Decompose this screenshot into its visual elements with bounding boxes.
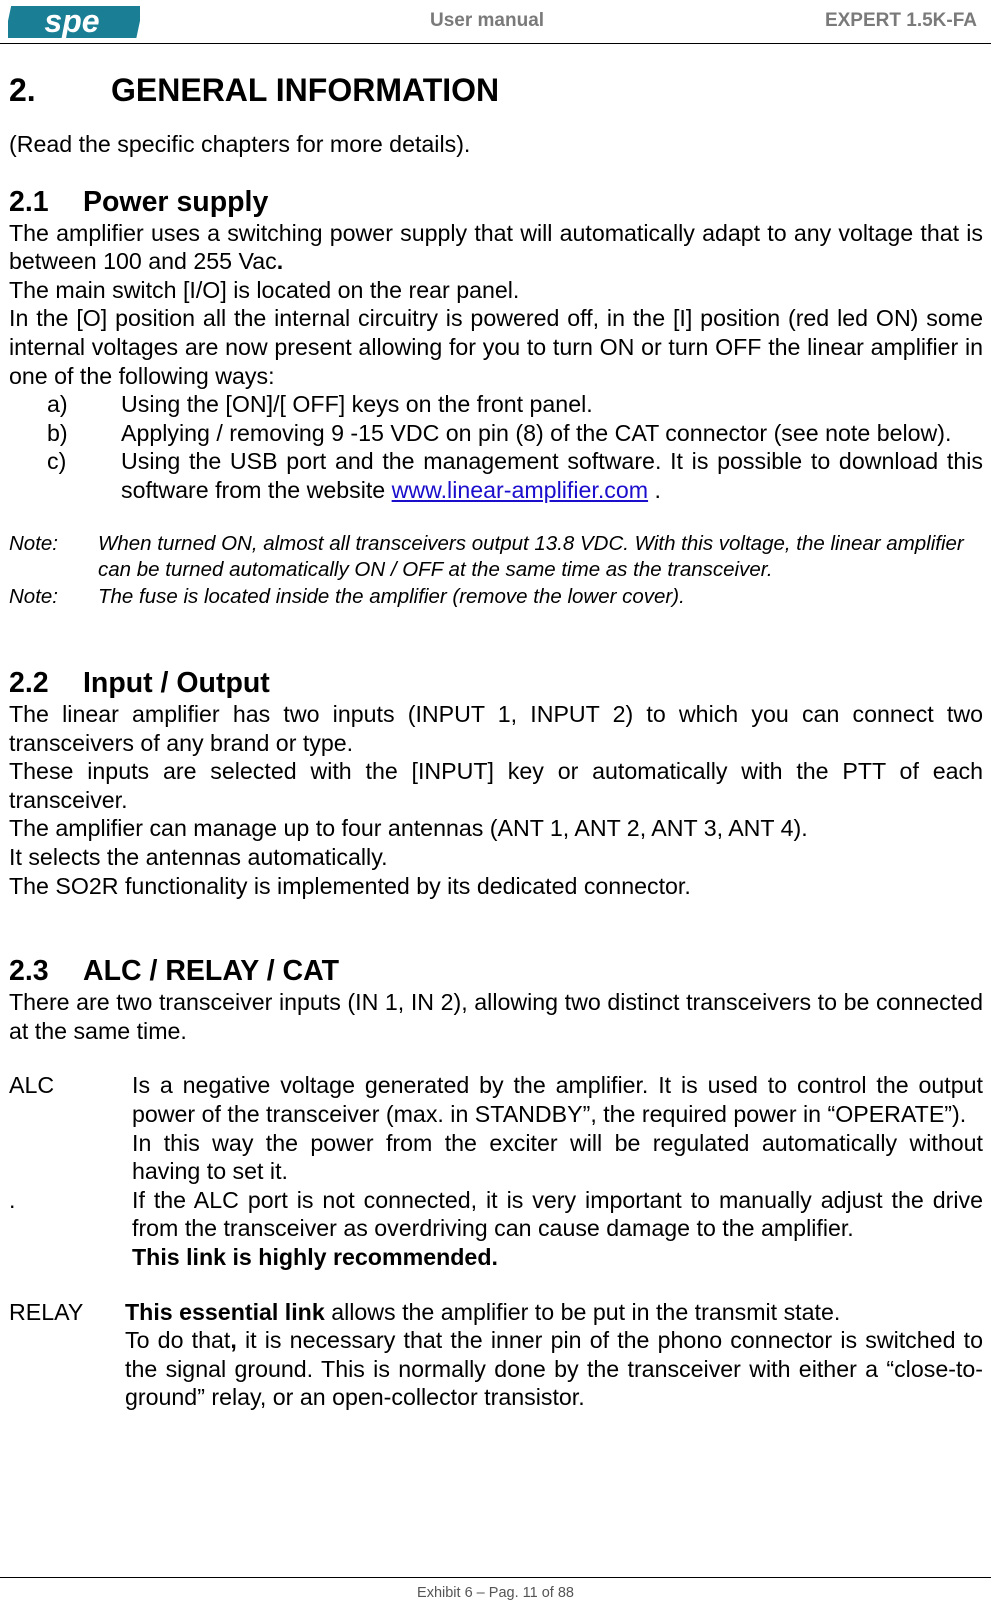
alc-line2: In this way the power from the exciter will be regulated automatically without having to set it. <box>132 1129 983 1185</box>
note <box>9 531 983 584</box>
relay-body <box>125 1298 983 1412</box>
power-p1-text: The amplifier uses a switching power supply that will automatically adapt to any voltage that is between 100 and 255 Vac <box>9 219 983 275</box>
section-intro: (Read the specific chapters for more details). <box>9 131 471 157</box>
alc-definition <box>9 1071 983 1185</box>
alc-line1: Is a negative voltage generated by the amplifier. It is used to control the output power of the transceiver (max. in STANDBY”, the required power in “OPERATE”). <box>132 1072 983 1127</box>
note-text: When turned ON, almost all transceivers output 13.8 VDC. With this voltage, the linear amplifier can be turned automatically ON / OFF at the same time as the transceiver. <box>98 531 964 582</box>
section-title: GENERAL INFORMATION <box>111 72 500 108</box>
alc-dot: . <box>9 1186 16 1213</box>
power-options-list <box>9 390 983 504</box>
list-item-label: c) <box>47 448 67 475</box>
note-label: Note: <box>9 584 58 608</box>
io-p3: The amplifier can manage up to four antennas (ANT 1, ANT 2, ANT 3, ANT 4). <box>9 815 808 842</box>
list-item-label: b) <box>47 419 68 446</box>
power-notes <box>9 531 983 611</box>
note-label: Note: <box>9 531 58 555</box>
power-p1-period: . <box>276 248 284 275</box>
power-number: 2.1 <box>9 185 49 218</box>
relay-line2-start: To do that <box>125 1327 231 1354</box>
relay-emphasis: This essential link <box>125 1298 325 1325</box>
io-heading <box>9 666 983 700</box>
power-p2: The main switch [I/O] is located on the rear panel. <box>9 276 520 303</box>
io-p5: The SO2R functionality is implemented by its dedicated connector. <box>9 872 691 899</box>
note <box>9 584 983 611</box>
alc-heading <box>9 954 983 988</box>
list-item-text-end: . <box>648 476 661 503</box>
alc-line3: If the ALC port is not connected, it is very important to manually adjust the drive from the transceiver as overdriving can cause damage to the amplifier. <box>132 1186 983 1242</box>
spe-logo <box>8 2 140 42</box>
header-model: EXPERT 1.5K-FA <box>824 10 977 31</box>
relay-line2-text: it is necessary that the inner pin of the phono connector is switched to the signal ground. This is normally done by the transceiver with either a “close-to-ground” relay, or an open-collector transistor. <box>125 1327 983 1411</box>
list-item-text: Using the [ON]/[ OFF] keys on the front panel. <box>121 391 593 418</box>
list-item-text <box>121 447 983 504</box>
io-p2: These inputs are selected with the [INPUT] key or automatically with the PTT of each transceiver. <box>9 758 983 813</box>
website-link[interactable]: www.linear-amplifier.com <box>391 476 649 503</box>
page-content <box>9 70 983 1412</box>
section-number: 2. <box>9 72 36 108</box>
alc-p1: There are two transceiver inputs (IN 1, IN 2), allowing two distinct transceivers to be connected at the same time. <box>9 989 983 1044</box>
note-text: The fuse is located inside the amplifier (remove the lower cover). <box>98 584 685 608</box>
footer-divider <box>0 1577 991 1578</box>
power-p3: In the [O] position all the internal circuitry is powered off, in the [I] position (red led ON) some internal voltages are now present allowing for you to turn ON or turn OFF the linear amplifier in one of the following ways: <box>9 305 983 389</box>
io-p4: It selects the antennas automatically. <box>9 844 388 870</box>
power-title: Power supply <box>83 185 269 218</box>
io-title: Input / Output <box>83 667 270 700</box>
power-heading <box>9 185 983 219</box>
list-item <box>47 390 983 419</box>
relay-line2-comma: , <box>230 1327 237 1354</box>
relay-definition <box>9 1298 983 1412</box>
relay-line1-text: allows the amplifier to be put in the transmit state. <box>324 1298 841 1325</box>
list-item <box>47 419 983 448</box>
list-item <box>47 447 983 504</box>
power-p1 <box>9 219 983 276</box>
logo-text: spe <box>44 3 100 39</box>
list-item-text: Applying / removing 9 -15 VDC on pin (8) of the CAT connector (see note below). <box>121 419 952 446</box>
header-doc-type: User manual <box>430 10 545 31</box>
io-number: 2.2 <box>9 667 49 700</box>
page-footer: Exhibit 6 – Pag. 11 of 88 <box>417 1585 574 1601</box>
relay-term: RELAY <box>9 1298 84 1325</box>
relay-line2 <box>125 1326 983 1412</box>
alc-definition-cont <box>9 1186 983 1272</box>
alc-title: ALC / RELAY / CAT <box>83 955 339 988</box>
alc-body <box>132 1071 983 1185</box>
list-item-label: a) <box>47 391 68 418</box>
list-item-text-body: Using the USB port and the management software. It is possible to download this software from the website <box>121 448 983 503</box>
io-p1: The linear amplifier has two inputs (INPUT 1, INPUT 2) to which you can connect two transceivers of any brand or type. <box>9 701 983 756</box>
alc-term: ALC <box>9 1072 55 1099</box>
alc-line4: This link is highly recommended. <box>132 1243 498 1270</box>
alc-body-cont <box>132 1186 983 1272</box>
relay-line1 <box>125 1298 983 1327</box>
section-heading <box>9 70 983 110</box>
alc-number: 2.3 <box>9 955 49 988</box>
page-header <box>0 0 991 44</box>
